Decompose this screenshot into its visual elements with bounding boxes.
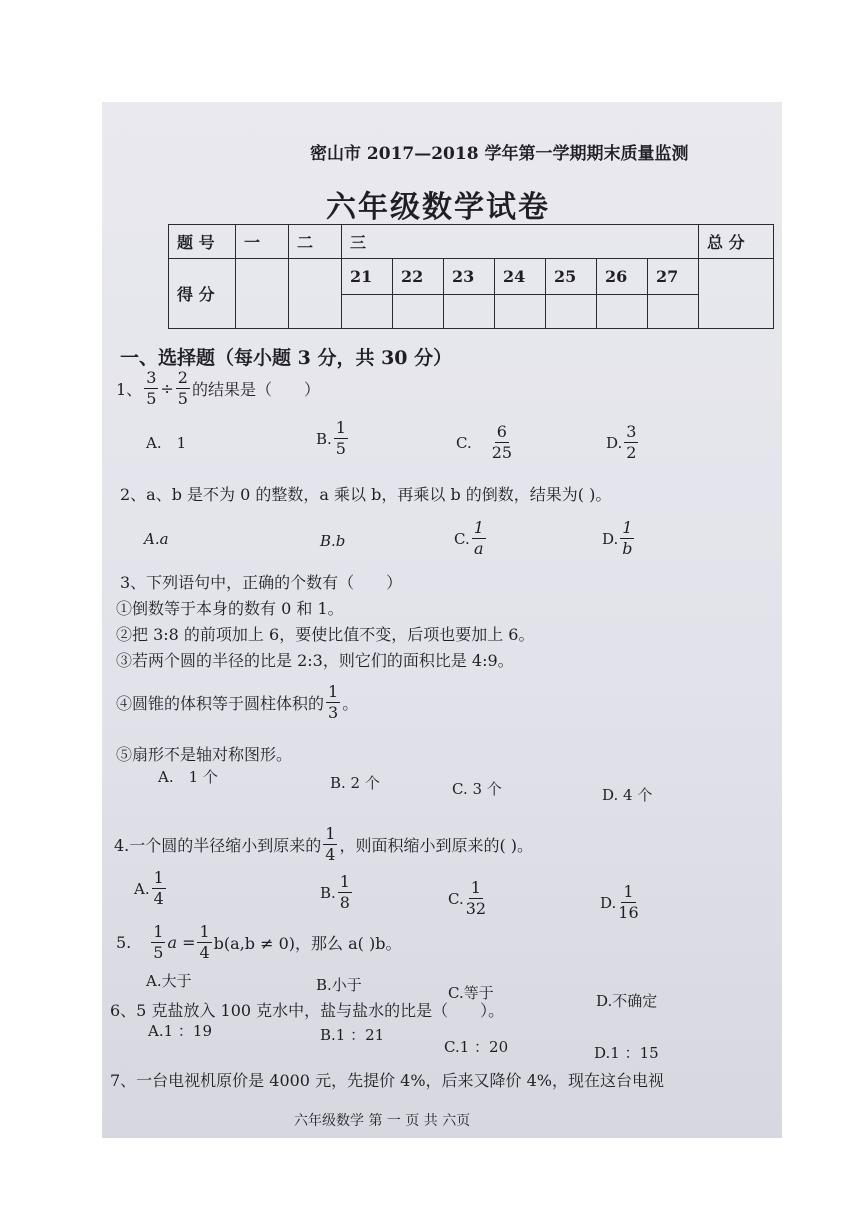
q1-option-b: B. $\frac{1}{5}$: [316, 418, 346, 458]
score-q24-cell: [495, 295, 546, 329]
q3-statement-4: ④圆锥的体积等于圆柱体积的 $\frac{1}{3}$ 。: [116, 682, 359, 722]
score-col-3: 三: [342, 225, 699, 259]
score-q27-cell: [648, 295, 699, 329]
q1-option-c: C. $\frac{6}{25}$: [456, 422, 513, 462]
score-q23-cell: [444, 295, 495, 329]
q3-statement-5: ⑤扇形不是轴对称图形。: [116, 745, 293, 764]
page-footer: 六年级数学 第 一 页 共 六页: [294, 1113, 471, 1129]
q3-option-a: A. 1 个: [158, 768, 218, 786]
score-q22: 22: [393, 259, 444, 295]
q5-option-b: B.小于: [316, 976, 362, 994]
exam-subtitle: 密山市 2017—2018 学年第一学期期末质量监测: [310, 144, 689, 164]
score-total-label: 总 分: [699, 225, 774, 259]
score-cell-2: [289, 259, 342, 329]
question-3: 3、下列语句中，正确的个数有（ ）: [120, 573, 403, 592]
section-heading-choice: 一、选择题（每小题 3 分，共 30 分）: [120, 347, 453, 369]
q1-fraction-b: $\frac{2}{5}$: [177, 368, 188, 408]
score-q26: 26: [597, 259, 648, 295]
question-1: [116, 370, 320, 407]
score-q21-cell: [342, 295, 393, 329]
q2-option-d: D. $\frac{1}{b}$: [602, 518, 633, 558]
q3-statement-2: ②把 3:8 的前项加上 6，要使比值不变，后项也要加上 6。: [116, 625, 535, 644]
q3-option-b: B. 2 个: [330, 774, 380, 792]
exam-sheet: [102, 102, 782, 1138]
q5-option-d: D.不确定: [596, 992, 658, 1010]
q5-option-a: A.大于: [146, 972, 192, 990]
q2-option-c: C. $\frac{1}{a}$: [454, 518, 484, 558]
score-q22-cell: [393, 295, 444, 329]
score-q25: 25: [546, 259, 597, 295]
q1-option-d: D. $\frac{3}{2}$: [606, 422, 637, 462]
q4-option-b: B. $\frac{1}{8}$: [320, 872, 350, 912]
score-table: [168, 224, 774, 329]
exam-title: 六年级数学试卷: [326, 190, 550, 225]
score-cell-1: [236, 259, 289, 329]
q1-number: 1、: [116, 380, 143, 399]
score-q21: 21: [342, 259, 393, 295]
q6-option-b: B.1 ：21: [320, 1026, 385, 1044]
q4-option-a: A. $\frac{1}{4}$: [134, 868, 164, 908]
q1-option-a: A. 1: [146, 434, 187, 452]
q3-statement-3: ③若两个圆的半径的比是 2:3，则它们的面积比是 4:9。: [116, 651, 514, 670]
question-7: 7、一台电视机原价是 4000 元，先提价 4%，后来又降价 4%，现在这台电视: [110, 1071, 665, 1090]
score-q27: 27: [648, 259, 699, 295]
score-col-1: 一: [236, 225, 289, 259]
q3-option-d: D. 4 个: [602, 786, 653, 804]
q1-operator: ÷: [160, 379, 174, 398]
q2-option-b: B.b: [320, 532, 346, 550]
score-label-question-no: 题 号: [169, 225, 236, 259]
q6-option-c: C.1 ：20: [444, 1038, 509, 1056]
question-2: 2、a、b 是不为 0 的整数，a 乘以 b，再乘以 b 的倒数，结果为( )。: [120, 485, 612, 504]
q3-option-c: C. 3 个: [452, 780, 502, 798]
q6-option-a: A.1 ：19: [148, 1022, 212, 1040]
q1-tail: 的结果是（ ）: [191, 380, 320, 399]
score-label-score: 得 分: [169, 259, 236, 329]
question-6: 6、5 克盐放入 100 克水中，盐与盐水的比是（ ）。: [110, 1001, 505, 1020]
score-q26-cell: [597, 295, 648, 329]
score-q24: 24: [495, 259, 546, 295]
q3-statement-1: ①倒数等于本身的数有 0 和 1。: [116, 599, 344, 618]
q4-option-c: C. $\frac{1}{32}$: [448, 878, 487, 918]
q1-fraction-a: $\frac{3}{5}$: [146, 368, 157, 408]
score-total-cell: [699, 259, 774, 329]
score-q23: 23: [444, 259, 495, 295]
score-q25-cell: [546, 295, 597, 329]
q6-option-d: D.1 ：15: [594, 1044, 659, 1062]
q4-option-d: D. $\frac{1}{16}$: [600, 882, 639, 922]
question-4: 4.一个圆的半径缩小到原来的 $\frac{1}{4}$ ，则面积缩小到原来的( )。: [114, 824, 534, 864]
score-col-2: 二: [289, 225, 342, 259]
question-5: 5. $\frac{1}{5}$ a = $\frac{1}{4}$ b(a,b ≠ 0)，那么 a( )b。: [116, 922, 402, 962]
q5-option-c: C.等于: [448, 984, 494, 1002]
q2-option-a: A.a: [144, 530, 169, 548]
